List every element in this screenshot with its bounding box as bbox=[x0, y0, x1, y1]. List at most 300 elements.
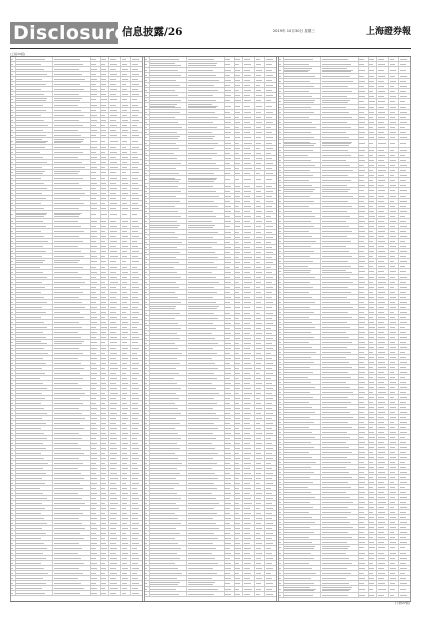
cell-text-stroke bbox=[244, 302, 251, 303]
cell-text-stroke bbox=[91, 141, 97, 142]
cell-text-stroke bbox=[101, 125, 105, 126]
cell-text-stroke bbox=[244, 363, 251, 364]
table-cell bbox=[131, 191, 142, 195]
table-cell bbox=[359, 168, 369, 172]
table-cell bbox=[16, 411, 53, 415]
table-cell bbox=[359, 345, 369, 349]
cell-text-stroke bbox=[235, 433, 240, 434]
cell-text-stroke bbox=[150, 75, 181, 76]
table-cell bbox=[243, 295, 255, 299]
cell-text-stroke bbox=[400, 122, 407, 123]
table-cell bbox=[369, 254, 378, 258]
cell-text-stroke bbox=[322, 112, 349, 113]
table-cell bbox=[243, 426, 255, 430]
cell-text-stroke bbox=[279, 407, 281, 408]
table-cell bbox=[121, 275, 131, 279]
cell-text-stroke bbox=[91, 368, 97, 369]
table-cell bbox=[91, 461, 101, 465]
cell-text-stroke bbox=[400, 347, 407, 348]
cell-text-stroke bbox=[101, 261, 106, 262]
table-cell bbox=[91, 591, 101, 595]
table-cell bbox=[131, 77, 142, 81]
table-cell bbox=[53, 155, 90, 159]
cell-text-stroke bbox=[244, 538, 252, 539]
table-cell bbox=[131, 376, 142, 380]
cell-text-stroke bbox=[91, 533, 96, 534]
cell-text-stroke bbox=[150, 478, 175, 479]
table-cell bbox=[53, 219, 90, 223]
cell-text-stroke bbox=[150, 318, 175, 319]
table-cell bbox=[53, 239, 90, 243]
table-cell bbox=[101, 239, 110, 243]
table-cell bbox=[121, 536, 131, 540]
cell-text-stroke bbox=[256, 453, 262, 454]
cell-text-stroke bbox=[322, 312, 349, 313]
cell-text-stroke bbox=[145, 443, 147, 444]
cell-text-stroke bbox=[225, 292, 230, 293]
cell-text-stroke bbox=[266, 594, 273, 595]
table-cell bbox=[16, 406, 53, 410]
table-cell bbox=[101, 466, 110, 470]
cell-text-stroke bbox=[369, 241, 373, 242]
cell-text-stroke bbox=[91, 458, 97, 459]
cell-text-stroke bbox=[378, 327, 385, 328]
cell-text-stroke bbox=[322, 337, 349, 338]
cell-text-stroke bbox=[400, 397, 407, 398]
cell-text-stroke bbox=[122, 408, 128, 409]
cell-text-stroke bbox=[110, 99, 117, 100]
cell-text-stroke bbox=[101, 543, 106, 544]
cell-text-stroke bbox=[11, 353, 12, 354]
cell-text-stroke bbox=[400, 287, 407, 288]
table-cell bbox=[91, 391, 101, 395]
cell-text-stroke bbox=[378, 251, 385, 252]
cell-text-stroke bbox=[110, 568, 116, 569]
table-cell bbox=[53, 128, 90, 132]
table-cell bbox=[399, 110, 410, 114]
cell-text-stroke bbox=[235, 383, 240, 384]
cell-text-stroke bbox=[378, 442, 384, 443]
table-cell bbox=[389, 163, 399, 167]
cell-text-stroke bbox=[235, 403, 239, 404]
cell-text-stroke bbox=[359, 347, 365, 348]
table-cell bbox=[235, 214, 244, 218]
table-cell bbox=[225, 156, 235, 160]
table-cell bbox=[225, 421, 235, 425]
cell-text-stroke bbox=[235, 143, 239, 144]
cell-text-stroke bbox=[400, 91, 406, 92]
table-cell bbox=[150, 189, 187, 193]
table-cell bbox=[109, 249, 121, 253]
section-banner: Disclosure bbox=[10, 22, 118, 44]
cell-text-stroke bbox=[369, 91, 373, 92]
cell-text-stroke bbox=[256, 64, 261, 65]
cell-text-stroke bbox=[256, 488, 261, 489]
table-cell bbox=[284, 390, 321, 394]
section-title bbox=[122, 25, 182, 39]
cell-text-stroke bbox=[322, 81, 353, 82]
cell-text-stroke bbox=[145, 307, 147, 308]
cell-text-stroke bbox=[390, 96, 396, 97]
cell-text-stroke bbox=[150, 247, 177, 248]
cell-text-stroke bbox=[188, 513, 218, 514]
table-cell bbox=[377, 425, 389, 429]
table-cell bbox=[389, 340, 399, 344]
cell-text-stroke bbox=[390, 382, 396, 383]
cell-text-stroke bbox=[322, 216, 350, 217]
table-cell bbox=[53, 361, 90, 365]
cell-text-stroke bbox=[54, 363, 81, 364]
table-cell bbox=[109, 128, 121, 132]
table-cell bbox=[121, 315, 131, 319]
table-cell bbox=[101, 441, 110, 445]
cell-text-stroke bbox=[266, 272, 273, 273]
cell-text-stroke bbox=[16, 383, 43, 384]
cell-text-stroke bbox=[284, 241, 315, 242]
table-cell bbox=[369, 79, 378, 83]
cell-text-stroke bbox=[110, 488, 117, 489]
cell-text-stroke bbox=[400, 117, 406, 118]
cell-text-stroke bbox=[378, 196, 384, 197]
cell-text-stroke bbox=[244, 348, 250, 349]
cell-text-stroke bbox=[256, 186, 262, 187]
cell-text-stroke bbox=[225, 578, 231, 579]
table-cell bbox=[225, 371, 235, 375]
table-cell bbox=[243, 346, 255, 350]
table-cell bbox=[109, 325, 121, 329]
cell-text-stroke bbox=[256, 518, 262, 519]
table-cell bbox=[16, 506, 53, 510]
table-cell bbox=[53, 330, 90, 334]
table-cell bbox=[359, 325, 369, 329]
table-cell bbox=[243, 381, 255, 385]
table-cell bbox=[91, 406, 101, 410]
table-cell bbox=[243, 326, 255, 330]
cell-text-stroke bbox=[110, 172, 117, 173]
cell-text-stroke bbox=[244, 463, 251, 464]
cell-text-stroke bbox=[54, 251, 81, 252]
cell-text-stroke bbox=[122, 403, 127, 404]
cell-text-stroke bbox=[132, 130, 139, 131]
cell-text-stroke bbox=[54, 508, 80, 509]
table-cell bbox=[150, 587, 187, 591]
cell-text-stroke bbox=[101, 84, 106, 85]
table-cell bbox=[53, 67, 90, 71]
table-cell bbox=[91, 456, 101, 460]
cell-text-stroke bbox=[322, 362, 349, 363]
table-cell bbox=[243, 156, 255, 160]
table-cell bbox=[265, 290, 276, 294]
table-cell bbox=[150, 300, 187, 304]
table-cell bbox=[235, 83, 244, 87]
cell-text-stroke bbox=[359, 231, 364, 232]
cell-text-stroke bbox=[54, 287, 80, 288]
table-cell bbox=[150, 451, 187, 455]
table-cell bbox=[91, 239, 101, 243]
table-cell bbox=[255, 481, 265, 485]
cell-text-stroke bbox=[359, 64, 364, 65]
table-cell bbox=[284, 264, 321, 268]
table-cell bbox=[187, 93, 224, 97]
table-cell bbox=[284, 320, 321, 324]
cell-text-stroke bbox=[91, 178, 96, 179]
cell-text-stroke bbox=[359, 236, 365, 237]
cell-text-stroke bbox=[122, 256, 128, 257]
cell-text-stroke bbox=[16, 398, 45, 399]
table-cell bbox=[284, 355, 321, 359]
cell-text-stroke bbox=[132, 373, 139, 374]
table-cell bbox=[53, 486, 90, 490]
table-cell bbox=[109, 476, 121, 480]
cell-text-stroke bbox=[150, 132, 177, 133]
cell-text-stroke bbox=[150, 428, 175, 429]
cell-text-stroke bbox=[235, 443, 240, 444]
cell-text-stroke bbox=[11, 337, 12, 338]
cell-text-stroke bbox=[110, 373, 116, 374]
cell-text-stroke bbox=[101, 317, 105, 318]
cell-text-stroke bbox=[359, 457, 365, 458]
cell-text-stroke bbox=[16, 231, 41, 232]
cell-text-stroke bbox=[378, 155, 385, 156]
cell-text-stroke bbox=[322, 231, 352, 232]
cell-text-stroke bbox=[150, 148, 178, 149]
cell-text-stroke bbox=[266, 493, 273, 494]
table-cell bbox=[91, 123, 101, 127]
table-cell bbox=[101, 511, 110, 515]
cell-text-stroke bbox=[225, 428, 230, 429]
table-cell bbox=[399, 194, 410, 198]
cell-text-stroke bbox=[132, 413, 140, 414]
cell-text-stroke bbox=[378, 382, 384, 383]
table-cell bbox=[150, 214, 187, 218]
cell-text-stroke bbox=[225, 333, 231, 334]
table-cell bbox=[109, 411, 121, 415]
cell-text-stroke bbox=[150, 538, 175, 539]
table-cell bbox=[53, 310, 90, 314]
table-cell bbox=[187, 481, 224, 485]
cell-text-stroke bbox=[11, 84, 12, 85]
cell-text-stroke bbox=[16, 508, 45, 509]
table-cell bbox=[109, 285, 121, 289]
cell-text-stroke bbox=[378, 216, 385, 217]
cell-text-stroke bbox=[359, 81, 365, 82]
cell-text-stroke bbox=[400, 292, 406, 293]
cell-text-stroke bbox=[91, 110, 96, 111]
table-cell bbox=[53, 97, 90, 102]
cell-text-stroke bbox=[188, 100, 216, 101]
cell-text-stroke bbox=[390, 196, 396, 197]
table-cell bbox=[243, 331, 255, 335]
table-cell bbox=[187, 491, 224, 495]
cell-text-stroke bbox=[11, 322, 13, 323]
cell-text-stroke bbox=[91, 120, 97, 121]
cell-text-stroke bbox=[110, 493, 116, 494]
cell-text-stroke bbox=[150, 117, 175, 118]
table-cell bbox=[235, 78, 244, 82]
cell-text-stroke bbox=[369, 277, 374, 278]
table-cell bbox=[101, 186, 110, 190]
table-cell bbox=[235, 275, 244, 279]
table-cell bbox=[150, 371, 187, 375]
table-cell bbox=[255, 141, 265, 145]
table-cell bbox=[16, 170, 53, 175]
table-cell bbox=[284, 280, 321, 284]
cell-text-stroke bbox=[11, 408, 13, 409]
table-cell bbox=[265, 240, 276, 244]
cell-text-stroke bbox=[256, 201, 261, 202]
table-cell bbox=[359, 158, 369, 162]
table-cell bbox=[255, 311, 265, 315]
table-cell bbox=[225, 366, 235, 370]
cell-text-stroke bbox=[359, 150, 365, 151]
cell-text-stroke bbox=[145, 498, 146, 499]
cell-text-stroke bbox=[369, 377, 373, 378]
cell-text-stroke bbox=[266, 528, 273, 529]
table-cell bbox=[235, 446, 244, 450]
cell-text-stroke bbox=[145, 196, 147, 197]
table-cell bbox=[187, 592, 224, 596]
cell-text-stroke bbox=[11, 363, 12, 364]
table-cell bbox=[131, 87, 142, 91]
cell-text-stroke bbox=[369, 452, 373, 453]
table-cell bbox=[321, 365, 358, 369]
table-cell bbox=[121, 416, 131, 420]
table-cell bbox=[265, 204, 276, 208]
table-cell bbox=[53, 186, 90, 190]
table-cell bbox=[91, 581, 101, 585]
cell-text-stroke bbox=[110, 162, 117, 163]
cell-text-stroke bbox=[244, 272, 250, 273]
table-cell bbox=[131, 300, 142, 304]
cell-text-stroke bbox=[16, 488, 40, 489]
table-cell bbox=[121, 170, 131, 175]
cell-text-stroke bbox=[284, 196, 310, 197]
table-cell bbox=[243, 316, 255, 320]
cell-text-stroke bbox=[145, 173, 147, 174]
cell-text-stroke bbox=[266, 252, 274, 253]
table-cell bbox=[225, 571, 235, 575]
table-cell bbox=[16, 561, 53, 565]
cell-text-stroke bbox=[225, 543, 231, 544]
cell-text-stroke bbox=[101, 508, 106, 509]
cell-text-stroke bbox=[266, 163, 274, 164]
cell-text-stroke bbox=[101, 398, 106, 399]
cell-text-stroke bbox=[378, 397, 385, 398]
table-cell bbox=[187, 156, 224, 160]
table-cell bbox=[121, 92, 131, 96]
table-cell bbox=[369, 234, 378, 238]
cell-text-stroke bbox=[390, 377, 395, 378]
cell-text-stroke bbox=[266, 463, 272, 464]
cell-text-stroke bbox=[145, 368, 147, 369]
table-cell bbox=[265, 260, 276, 264]
table-cell bbox=[399, 330, 410, 334]
table-cell bbox=[225, 141, 235, 145]
cell-text-stroke bbox=[266, 408, 273, 409]
cell-text-stroke bbox=[145, 408, 147, 409]
table-cell bbox=[121, 501, 131, 505]
cell-text-stroke bbox=[390, 357, 396, 358]
cell-text-stroke bbox=[150, 468, 177, 469]
table-row bbox=[145, 176, 276, 184]
cell-text-stroke bbox=[16, 302, 47, 303]
table-cell bbox=[369, 209, 378, 213]
table-cell bbox=[399, 269, 410, 274]
table-cell bbox=[109, 300, 121, 304]
table-cell bbox=[399, 148, 410, 152]
table-cell bbox=[265, 151, 276, 155]
cell-text-stroke bbox=[16, 277, 46, 278]
table-cell bbox=[255, 356, 265, 360]
cell-text-stroke bbox=[235, 302, 240, 303]
cell-text-stroke bbox=[91, 348, 97, 349]
cell-text-stroke bbox=[284, 437, 315, 438]
cell-text-stroke bbox=[369, 246, 374, 247]
cell-text-stroke bbox=[110, 543, 116, 544]
table-cell bbox=[369, 163, 378, 167]
cell-text-stroke bbox=[235, 287, 240, 288]
cell-text-stroke bbox=[390, 216, 395, 217]
cell-text-stroke bbox=[54, 282, 85, 283]
table-cell bbox=[235, 199, 244, 203]
table-cell bbox=[187, 250, 224, 254]
cell-text-stroke bbox=[110, 208, 116, 209]
table-cell bbox=[359, 183, 369, 187]
table-cell bbox=[399, 79, 410, 83]
table-cell bbox=[255, 326, 265, 330]
cell-text-stroke bbox=[390, 59, 395, 60]
cell-text-stroke bbox=[322, 452, 352, 453]
cell-text-stroke bbox=[378, 101, 385, 102]
table-cell bbox=[377, 415, 389, 419]
table-cell bbox=[150, 361, 187, 365]
table-cell bbox=[399, 395, 410, 399]
cell-text-stroke bbox=[54, 84, 81, 85]
table-cell bbox=[53, 285, 90, 289]
cell-text-stroke bbox=[279, 216, 280, 217]
table-cell bbox=[235, 566, 244, 570]
cell-text-stroke bbox=[91, 256, 97, 257]
cell-text-stroke bbox=[390, 292, 395, 293]
cell-text-stroke bbox=[150, 353, 181, 354]
table-cell bbox=[131, 305, 142, 309]
table-cell bbox=[16, 103, 53, 107]
cell-text-stroke bbox=[132, 277, 140, 278]
table-cell bbox=[131, 155, 142, 159]
table-cell bbox=[265, 68, 276, 72]
table-cell bbox=[321, 214, 358, 218]
table-cell bbox=[377, 325, 389, 329]
table-cell bbox=[284, 325, 321, 329]
table-cell bbox=[109, 335, 121, 339]
cell-text-stroke bbox=[256, 503, 262, 504]
cell-text-stroke bbox=[188, 107, 216, 108]
cell-text-stroke bbox=[225, 488, 230, 489]
cell-text-stroke bbox=[244, 453, 252, 454]
table-cell bbox=[377, 105, 389, 109]
table-cell bbox=[109, 496, 121, 500]
cell-text-stroke bbox=[235, 313, 240, 314]
table-cell bbox=[150, 346, 187, 350]
table-cell bbox=[243, 230, 255, 234]
cell-text-stroke bbox=[145, 383, 147, 384]
table-cell bbox=[369, 450, 378, 454]
cell-text-stroke bbox=[256, 143, 262, 144]
cell-text-stroke bbox=[244, 488, 251, 489]
cell-text-stroke bbox=[359, 322, 365, 323]
cell-text-stroke bbox=[122, 568, 128, 569]
cell-text-stroke bbox=[369, 307, 374, 308]
